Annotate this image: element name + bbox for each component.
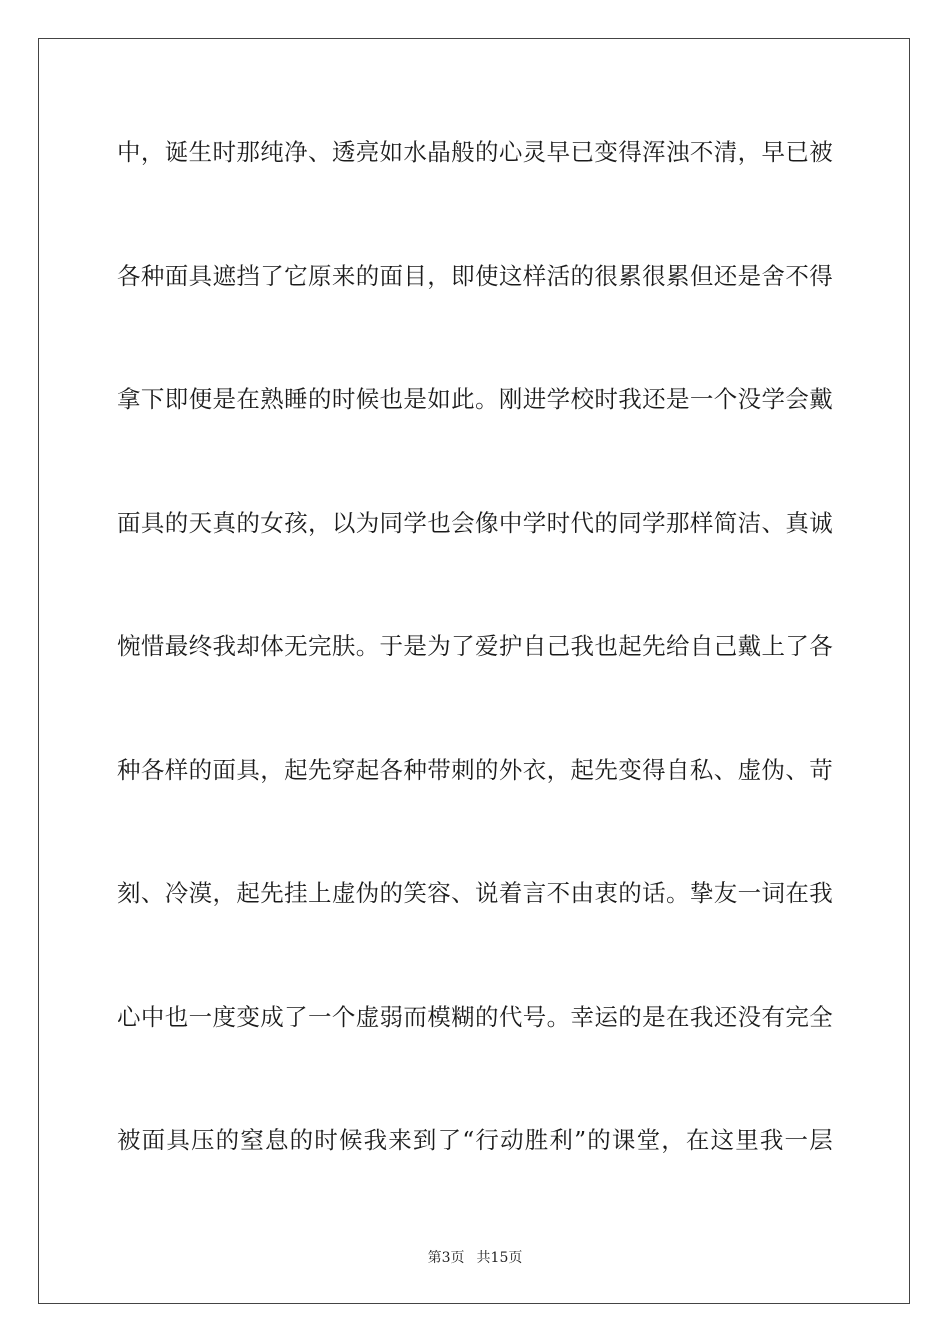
- text-line: 惋惜最终我却体无完肤。于是为了爱护自己我也起先给自己戴上了各: [117, 632, 833, 660]
- text-line: 中，诞生时那纯净、透亮如水晶般的心灵早已变得浑浊不清，早已被: [117, 138, 833, 166]
- page-total: 共15页: [476, 1250, 523, 1266]
- text-line: 心中也一度变成了一个虚弱而模糊的代号。幸运的是在我还没有完全: [117, 1002, 833, 1031]
- body-text: [117, 128, 833, 1240]
- text-line: 种各样的面具，起先穿起各种带刺的外衣，起先变得自私、虚伪、苛: [117, 755, 833, 784]
- page-footer: [0, 1249, 950, 1267]
- text-line: 面具的天真的女孩，以为同学也会像中学时代的同学那样简洁、真诚: [117, 508, 833, 537]
- text-line: 拿下即便是在熟睡的时候也是如此。刚进学校时我还是一个没学会戴: [117, 385, 833, 413]
- text-line: 被面具压的窒息的时候我来到了“行动胜利”的课堂，在这里我一层: [117, 1126, 833, 1154]
- text-line: 各种面具遮挡了它原来的面目，即使这样活的很累很累但还是舍不得: [117, 261, 833, 290]
- page-number: 第3页: [427, 1250, 465, 1266]
- text-line: 刻、冷漠，起先挂上虚伪的笑容、说着言不由衷的话。挚友一词在我: [117, 879, 833, 907]
